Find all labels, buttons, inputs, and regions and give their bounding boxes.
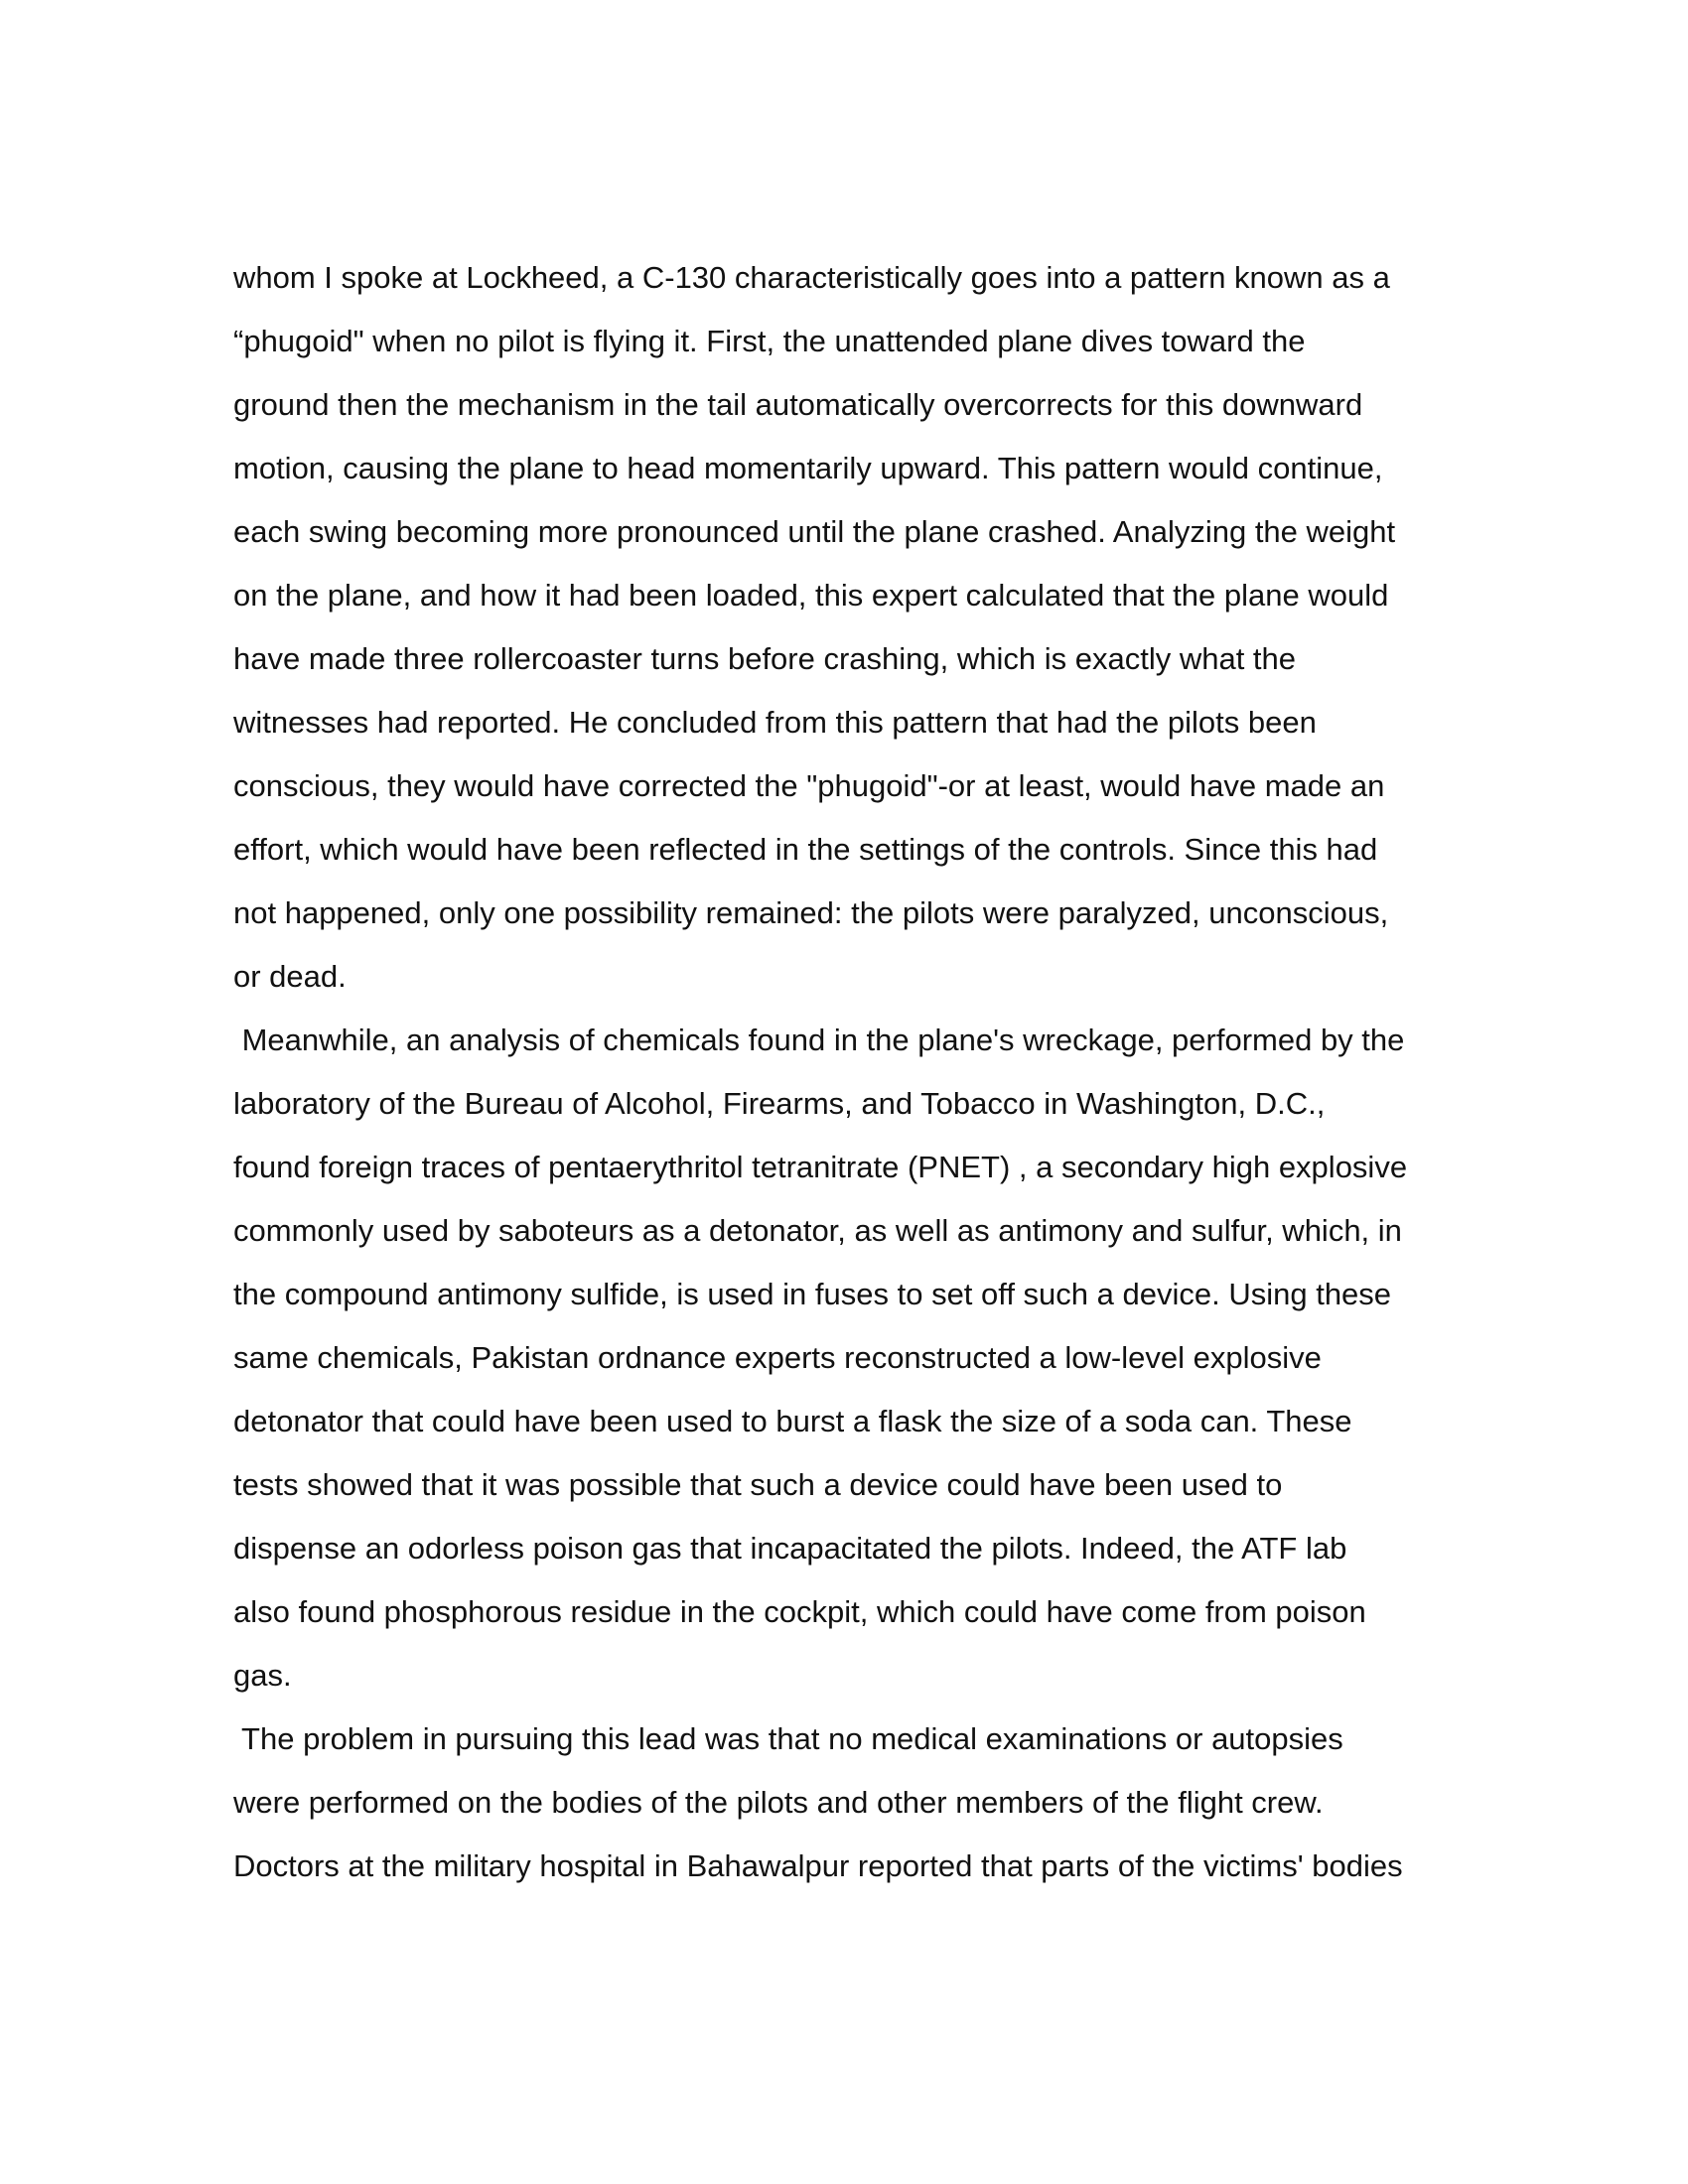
text-line: whom I spoke at Lockheed, a C-130 characteristically goes into a pattern known as a xyxy=(233,260,1390,295)
text-line: witnesses had reported. He concluded from this pattern that had the pilots been xyxy=(233,705,1317,740)
text-line: also found phosphorous residue in the cockpit, which could have come from poison xyxy=(233,1594,1366,1629)
text-line: Doctors at the military hospital in Bahawalpur reported that parts of the victims' bodies xyxy=(233,1848,1403,1883)
text-line: detonator that could have been used to burst a flask the size of a soda can. These xyxy=(233,1404,1352,1438)
text-line: Meanwhile, an analysis of chemicals found in the plane's wreckage, performed by the xyxy=(233,1023,1405,1057)
text-line: motion, causing the plane to head momentarily upward. This pattern would continue, xyxy=(233,451,1383,485)
text-line: each swing becoming more pronounced until the plane crashed. Analyzing the weight xyxy=(233,514,1396,549)
text-line: The problem in pursuing this lead was that no medical examinations or autopsies xyxy=(233,1721,1343,1756)
text-line: found foreign traces of pentaerythritol tetranitrate (PNET) , a secondary high explosive xyxy=(233,1150,1408,1184)
text-line: on the plane, and how it had been loaded, this expert calculated that the plane would xyxy=(233,578,1389,613)
text-line: same chemicals, Pakistan ordnance experts reconstructed a low-level explosive xyxy=(233,1340,1322,1375)
text-line: the compound antimony sulfide, is used in fuses to set off such a device. Using these xyxy=(233,1277,1392,1311)
text-line: effort, which would have been reflected in the settings of the controls. Since this had xyxy=(233,832,1378,867)
text-line: ground then the mechanism in the tail automatically overcorrects for this downward xyxy=(233,387,1363,422)
text-line: or dead. xyxy=(233,959,347,994)
text-line: laboratory of the Bureau of Alcohol, Firearms, and Tobacco in Washington, D.C., xyxy=(233,1086,1326,1121)
text-line: were performed on the bodies of the pilots and other members of the flight crew. xyxy=(233,1785,1324,1820)
text-line: “phugoid" when no pilot is flying it. First, the unattended plane dives toward the xyxy=(233,324,1306,358)
text-line: have made three rollercoaster turns before crashing, which is exactly what the xyxy=(233,641,1297,676)
text-line: dispense an odorless poison gas that incapacitated the pilots. Indeed, the ATF lab xyxy=(233,1531,1347,1566)
body-text xyxy=(233,246,1489,1898)
text-line: commonly used by saboteurs as a detonator, as well as antimony and sulfur, which, in xyxy=(233,1213,1402,1248)
text-line: tests showed that it was possible that such a device could have been used to xyxy=(233,1467,1283,1502)
text-line: not happened, only one possibility remained: the pilots were paralyzed, unconscious, xyxy=(233,895,1389,930)
text-line: gas. xyxy=(233,1658,292,1693)
text-line: conscious, they would have corrected the "phugoid"-or at least, would have made an xyxy=(233,768,1385,803)
